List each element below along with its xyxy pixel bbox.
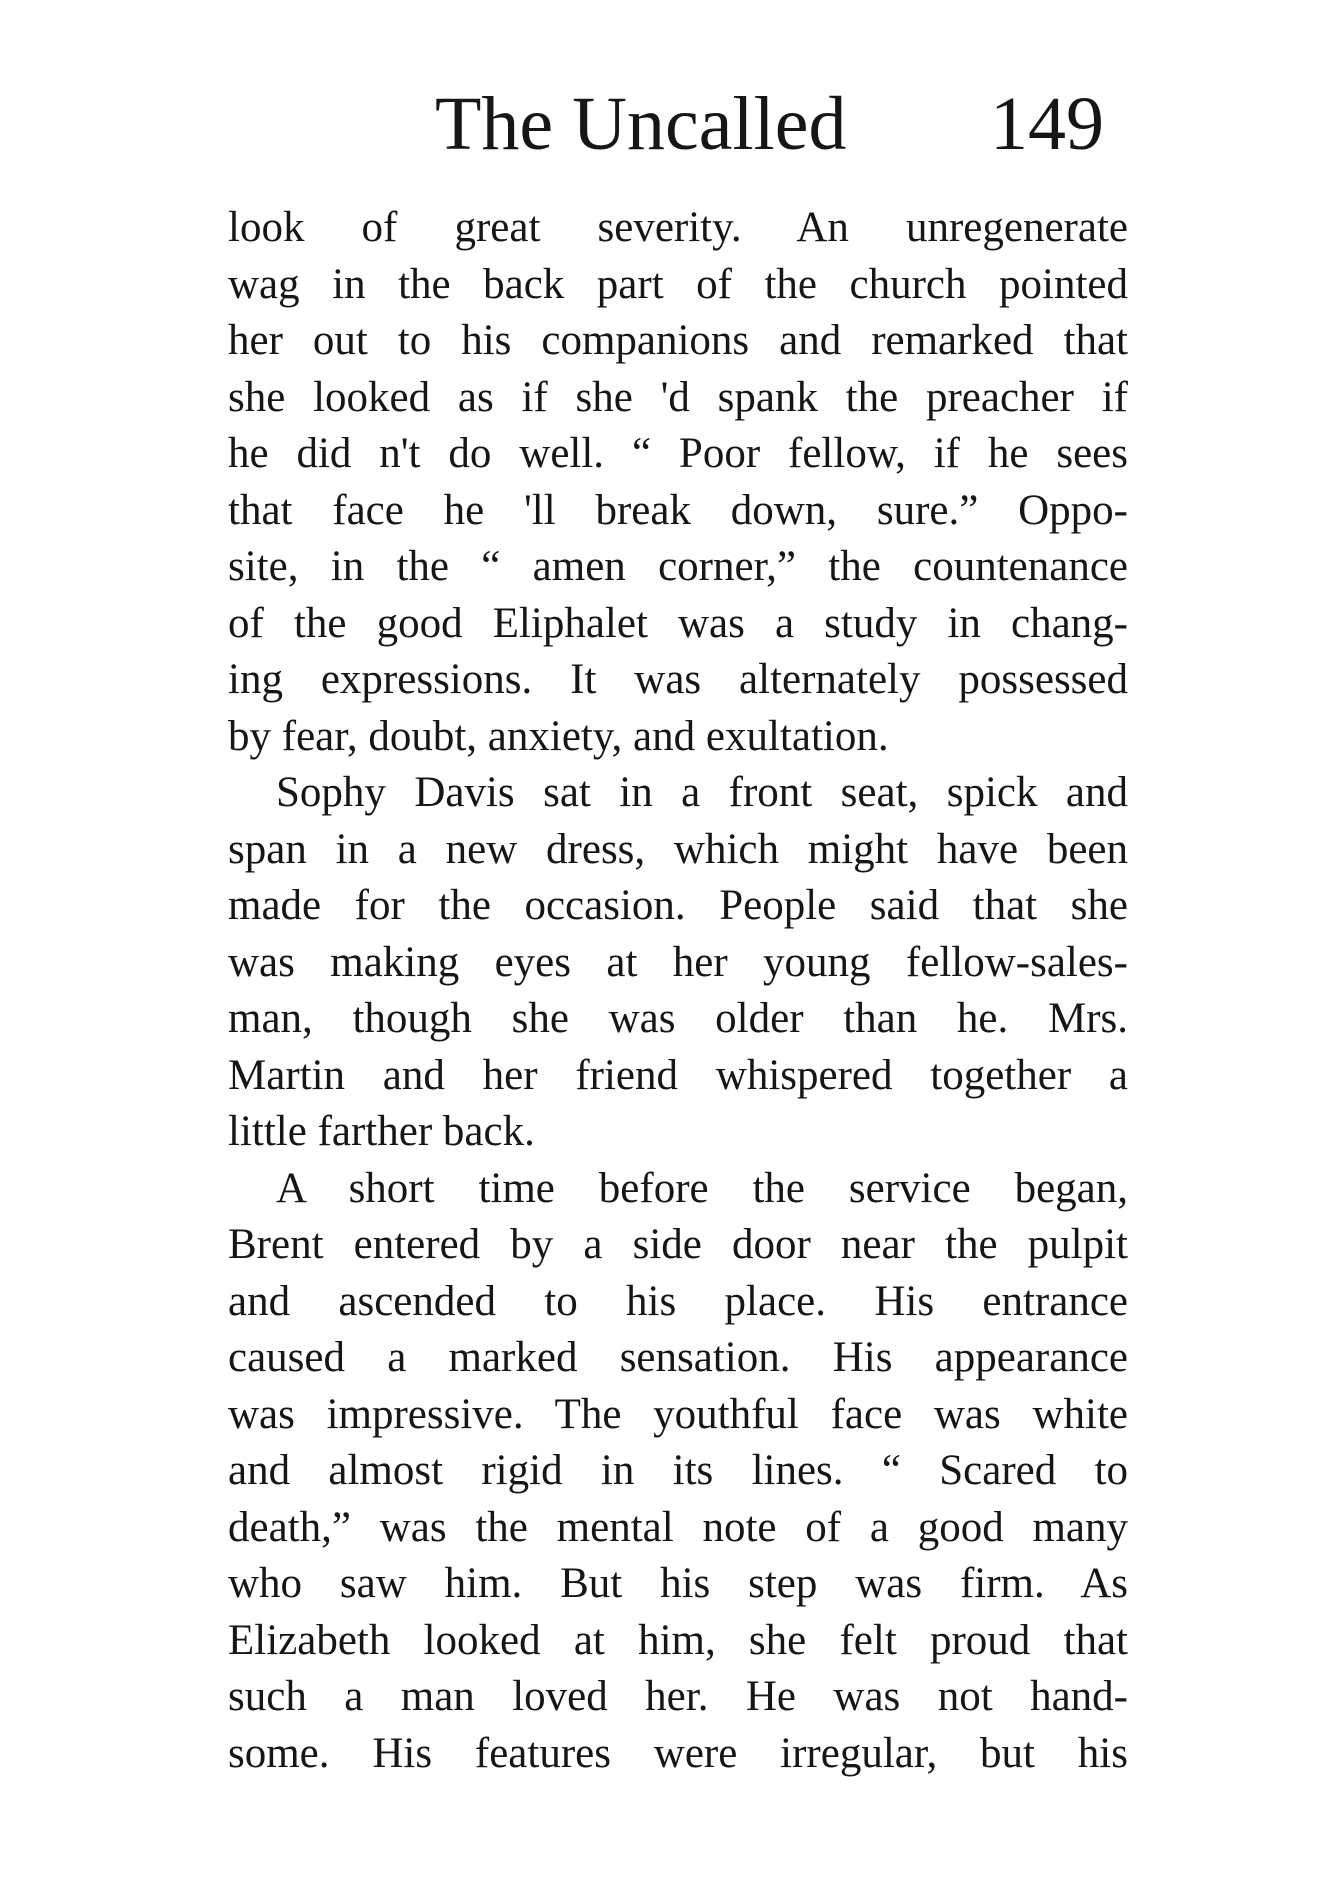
text-line: who saw him. But his step was firm. As	[228, 1560, 1128, 1607]
running-head	[230, 75, 1130, 175]
text-line: her out to his companions and remarked that	[228, 317, 1128, 364]
text-line: span in a new dress, which might have been	[228, 825, 1128, 873]
paragraph	[228, 1161, 1128, 1783]
text-line: some. His features were irregular, but his	[228, 1729, 1128, 1777]
text-line: death,” was the mental note of a good many	[228, 1503, 1128, 1551]
text-line: Brent entered by a side door near the pulpit	[228, 1221, 1128, 1268]
text-line: caused a marked sensation. His appearance	[228, 1334, 1128, 1381]
text-line: and ascended to his place. His entrance	[228, 1277, 1128, 1325]
text-line: and almost rigid in its lines. “ Scared to	[228, 1447, 1128, 1494]
text-line: site, in the “ amen corner,” the countenance	[228, 543, 1128, 590]
text-line: look of great severity. An unregenerate	[228, 204, 1128, 251]
text-line: she looked as if she 'd spank the preacher if	[228, 373, 1128, 421]
text-line: was making eyes at her young fellow-sales-	[228, 938, 1128, 986]
text-line: little farther back.	[228, 1108, 535, 1155]
paragraph	[228, 765, 1128, 1161]
body-text	[228, 200, 1128, 1782]
running-title: The Uncalled	[435, 82, 847, 166]
text-line: made for the occasion. People said that she	[228, 882, 1128, 929]
text-line: man, though she was older than he. Mrs.	[228, 995, 1128, 1042]
text-line: Martin and her friend whispered together a	[228, 1051, 1128, 1099]
paragraph	[228, 200, 1128, 765]
text-line: ing expressions. It was alternately possessed	[228, 656, 1128, 703]
text-line: of the good Eliphalet was a study in chang-	[228, 599, 1128, 647]
text-line: such a man loved her. He was not hand-	[228, 1673, 1128, 1720]
text-line: Sophy Davis sat in a front seat, spick and	[276, 769, 1128, 816]
page-number: 149	[990, 82, 1104, 166]
text-line: he did n't do well. “ Poor fellow, if he sees	[228, 430, 1128, 477]
text-line: by fear, doubt, anxiety, and exultation.	[228, 712, 889, 760]
text-line: A short time before the service began,	[276, 1164, 1128, 1212]
text-line: that face he 'll break down, sure.” Oppo-	[228, 486, 1128, 534]
text-line: was impressive. The youthful face was white	[228, 1390, 1128, 1438]
text-line: Elizabeth looked at him, she felt proud that	[228, 1616, 1128, 1664]
text-line: wag in the back part of the church pointed	[228, 260, 1128, 308]
